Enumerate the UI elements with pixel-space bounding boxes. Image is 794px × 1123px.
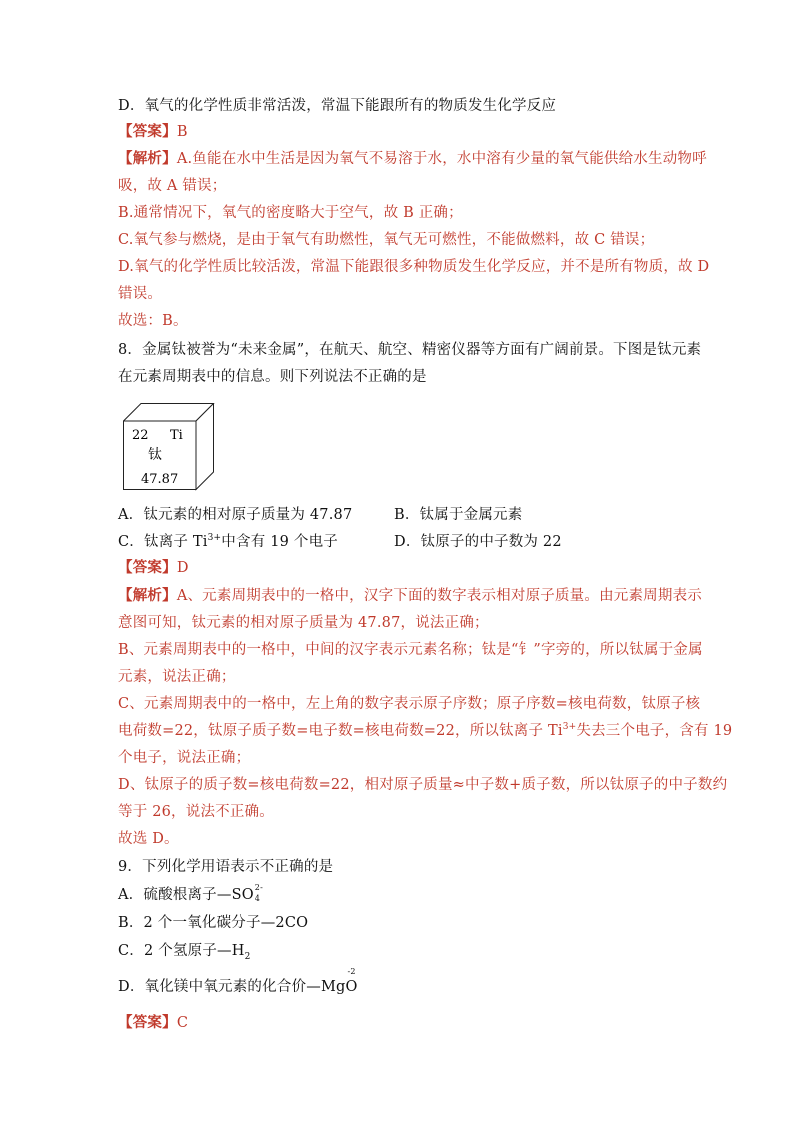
element-cell-cube: [123, 403, 215, 491]
q8-analysis-line-5: C、元素周期表中的一格中，左上角的数字表示原子序数；原子序数=核电荷数，钛原子核: [118, 696, 701, 712]
analysis-text: A、元素周期表中的一格中，汉字下面的数字表示相对原子质量。由元素周期表示: [176, 588, 702, 604]
analysis-tag: 【解析】: [118, 150, 177, 167]
formula-o: O: [345, 979, 358, 995]
analysis-text: 电荷数=22，钛原子质子数=电子数=核电荷数=22，所以钛离子 Ti: [118, 723, 563, 739]
option-text: C．钛离子 Ti: [118, 534, 208, 550]
q7-option-d: D．氧气的化学性质非常活泼，常温下能跟所有的物质发生化学反应: [118, 98, 557, 114]
subscript: 2: [244, 951, 251, 962]
answer-value: C: [176, 1015, 189, 1031]
q8-analysis-line-9: 等于 26，说法不正确。: [118, 804, 274, 820]
option-text: A．硫酸根离子—SO: [118, 887, 254, 903]
q7-analysis-line-3: B.通常情况下，氧气的密度略大于空气，故 B 正确；: [118, 205, 463, 221]
analysis-tag: 【解析】: [118, 587, 177, 604]
q9-answer: [118, 1014, 188, 1032]
subscript: 4: [254, 894, 261, 903]
q8-option-b: B．钛属于金属元素: [394, 507, 523, 523]
ion-charge: 3+: [562, 722, 577, 733]
q8-option-c: [118, 533, 338, 551]
q8-stem-line-2: 在元素周期表中的信息。则下列说法不正确的是: [118, 369, 427, 385]
q8-conclusion: 故选 D。: [118, 831, 179, 847]
answer-value: D: [176, 560, 189, 576]
q7-analysis-line-4: C.氧气参与燃烧，是由于氧气有助燃性，氧气无可燃性，不能做燃料，故 C 错误；: [118, 232, 655, 248]
formula-mg: Mg: [320, 979, 346, 995]
q7-analysis-line-1: [118, 150, 707, 168]
option-text: 中含有 19 个电子: [221, 534, 338, 550]
q8-stem-line-1: 8．金属钛被誉为“未来金属”，在航天、航空、精密仪器等方面有广阔前景。下图是钛元素: [118, 342, 702, 358]
atomic-mass: 47.87: [141, 472, 179, 487]
q7-analysis-line-6: 错误。: [118, 286, 163, 302]
q8-analysis-line-2: 意图可知，钛元素的相对原子质量为 47.87，说法正确；: [118, 615, 489, 631]
q7-analysis-line-2: 吸，故 A 错误；: [118, 178, 227, 194]
q8-answer: [118, 559, 189, 577]
element-name: 钛: [148, 447, 162, 463]
ion-charge: 2-: [254, 883, 263, 892]
answer-tag: 【答案】: [118, 1014, 177, 1031]
q9-stem: 9．下列化学用语表示不正确的是: [118, 859, 334, 875]
q9-option-a: [118, 883, 263, 904]
q8-analysis-line-4: 元素，说法正确；: [118, 669, 236, 685]
answer-value: B: [176, 124, 188, 140]
q9-option-d: [118, 967, 358, 996]
valence-stack: [345, 967, 358, 996]
valence-mark: -2: [347, 967, 356, 976]
option-text: C．2 个氢原子—H: [118, 943, 245, 959]
analysis-text: 失去三个电子，含有 19: [576, 723, 733, 739]
q7-conclusion: 故选：B。: [118, 313, 188, 329]
ion-charge: 3+: [207, 533, 222, 544]
q8-analysis-line-8: D、钛原子的质子数=核电荷数=22，相对原子质量≈中子数+质子数，所以钛原子的中子数约: [118, 777, 728, 793]
q8-option-a: A．钛元素的相对原子质量为 47.87: [118, 507, 353, 523]
answer-tag: 【答案】: [118, 123, 177, 140]
q7-answer: [118, 123, 188, 141]
element-symbol: Ti: [170, 428, 183, 443]
answer-tag: 【答案】: [118, 559, 177, 576]
q8-options-row-1: [118, 506, 352, 524]
q9-option-c: [118, 942, 251, 960]
q7-analysis-line-5: D.氧气的化学性质比较活泼，常温下能跟很多种物质发生化学反应，并不是所有物质，故 D: [118, 259, 710, 275]
q8-analysis-line-6: [118, 722, 732, 740]
q8-analysis-line-1: [118, 587, 702, 605]
q8-option-d: D．钛原子的中子数为 22: [394, 534, 562, 550]
q9-option-b: B．2 个一氧化碳分子—2CO: [118, 915, 309, 931]
analysis-text: A.鱼能在水中生活是因为氧气不易溶于水，水中溶有少量的氧气能供给水生动物呼: [176, 151, 707, 167]
option-text: D．氧化镁中氧元素的化合价—: [118, 979, 321, 995]
atomic-number: 22: [132, 428, 149, 443]
q8-analysis-line-7: 个电子，说法正确；: [118, 750, 251, 766]
sulfate-index-stack: [254, 883, 263, 904]
q8-analysis-line-3: B、元素周期表中的一格中，中间的汉字表示元素名称；钛是“钅”字旁的，所以钛属于金属: [118, 642, 703, 658]
